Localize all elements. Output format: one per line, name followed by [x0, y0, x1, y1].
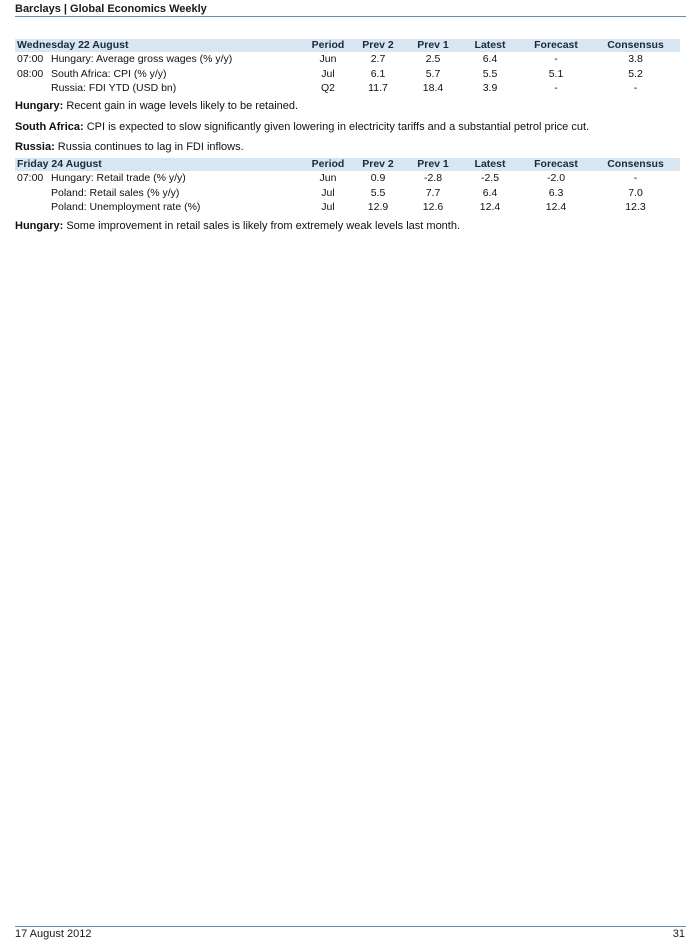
note-label: Hungary:	[15, 220, 64, 232]
row-consensus: 5.2	[628, 67, 643, 80]
note-text: Recent gain in wage levels likely to be retained.	[63, 100, 299, 112]
row-forecast: 6.3	[548, 186, 564, 199]
day-heading: Friday 24 August	[15, 158, 307, 171]
row-prev2: 6.1	[370, 67, 386, 80]
row-time: 07:00	[17, 172, 44, 184]
calendar-table	[15, 39, 680, 96]
row-time	[15, 200, 49, 215]
row-time	[15, 81, 49, 96]
row-period: Jun	[319, 172, 337, 184]
table-header-row	[15, 39, 680, 52]
col-prev2: Prev 2	[349, 39, 407, 52]
header-rule	[15, 16, 686, 17]
table-row	[15, 200, 680, 215]
calendar-wednesday	[15, 39, 680, 96]
commentary-note	[15, 220, 460, 232]
note-label: Hungary:	[15, 100, 64, 112]
row-period: Q2	[321, 82, 336, 95]
row-period: Jul	[321, 67, 335, 80]
row-period: Jul	[321, 201, 335, 214]
row-consensus: 12.3	[625, 201, 646, 214]
row-consensus: -	[633, 82, 638, 95]
row-prev2: 0.9	[370, 172, 386, 184]
row-forecast: -	[554, 53, 558, 65]
row-latest: 5.5	[482, 67, 498, 80]
note-text: Russia continues to lag in FDI inflows.	[54, 141, 244, 153]
day-heading: Wednesday 22 August	[15, 39, 307, 52]
col-prev2: Prev 2	[349, 158, 407, 171]
table-row	[15, 186, 680, 201]
row-indicator: Hungary: Retail trade (% y/y)	[51, 172, 186, 184]
commentary-note	[15, 100, 298, 112]
row-period: Jun	[319, 53, 337, 65]
row-consensus: -	[633, 172, 638, 184]
note-label: South Africa:	[15, 121, 84, 133]
calendar-friday	[15, 158, 680, 215]
row-prev1: -2.8	[423, 172, 443, 184]
row-indicator: Poland: Unemployment rate (%)	[51, 201, 201, 214]
col-period: Period	[307, 158, 349, 171]
row-prev1: 5.7	[425, 67, 441, 80]
footer-rule	[15, 926, 686, 927]
note-label: Russia:	[15, 141, 55, 153]
row-period: Jul	[321, 186, 335, 199]
row-forecast: -2.0	[546, 172, 566, 184]
row-latest: 6.4	[482, 186, 498, 199]
col-consensus: Consensus	[591, 39, 680, 52]
row-prev2: 5.5	[370, 186, 386, 199]
col-forecast: Forecast	[521, 39, 591, 52]
note-text: Some improvement in retail sales is likely from extremely weak levels last month.	[63, 220, 461, 232]
table-header-row	[15, 158, 680, 171]
commentary-note	[15, 121, 589, 133]
row-forecast: 5.1	[548, 67, 564, 80]
row-prev2: 11.7	[368, 82, 388, 95]
table-row	[15, 171, 680, 186]
row-forecast: 12.4	[545, 201, 567, 214]
row-prev1: 12.6	[422, 201, 444, 214]
row-prev1: 18.4	[422, 82, 444, 95]
row-latest: 12.4	[479, 201, 501, 214]
table-row	[15, 81, 680, 96]
col-prev1: Prev 1	[407, 39, 459, 52]
row-prev2: 2.7	[370, 53, 386, 65]
table-row	[15, 67, 680, 82]
col-period: Period	[307, 39, 349, 52]
row-consensus: 3.8	[628, 53, 643, 65]
row-indicator: Russia: FDI YTD (USD bn)	[51, 82, 177, 95]
row-indicator: Poland: Retail sales (% y/y)	[51, 186, 180, 199]
row-time: 07:00	[17, 53, 44, 65]
row-latest: -2.5	[480, 172, 500, 184]
col-forecast: Forecast	[521, 158, 591, 171]
row-latest: 3.9	[482, 82, 498, 95]
table-row	[15, 52, 680, 67]
col-consensus: Consensus	[591, 158, 680, 171]
row-consensus: 7.0	[628, 186, 643, 199]
page-number: 31	[672, 928, 685, 940]
report-header: Barclays | Global Economics Weekly	[15, 3, 207, 15]
row-latest: 6.4	[482, 53, 498, 65]
row-time: 08:00	[17, 67, 44, 80]
row-prev1: 2.5	[425, 53, 441, 65]
calendar-table	[15, 158, 680, 215]
commentary-note	[15, 141, 244, 153]
row-prev1: 7.7	[425, 186, 441, 199]
row-indicator: South Africa: CPI (% y/y)	[51, 67, 167, 80]
col-latest: Latest	[459, 158, 521, 171]
row-prev2: 12.9	[367, 201, 389, 214]
footer-date: 17 August 2012	[15, 928, 92, 940]
col-latest: Latest	[459, 39, 521, 52]
row-forecast: -	[554, 82, 558, 95]
col-prev1: Prev 1	[407, 158, 459, 171]
row-indicator: Hungary: Average gross wages (% y/y)	[51, 53, 233, 65]
row-time	[15, 186, 49, 201]
note-text: CPI is expected to slow significantly given lowering in electricity tariffs and a substantial petrol price cut.	[83, 121, 590, 133]
